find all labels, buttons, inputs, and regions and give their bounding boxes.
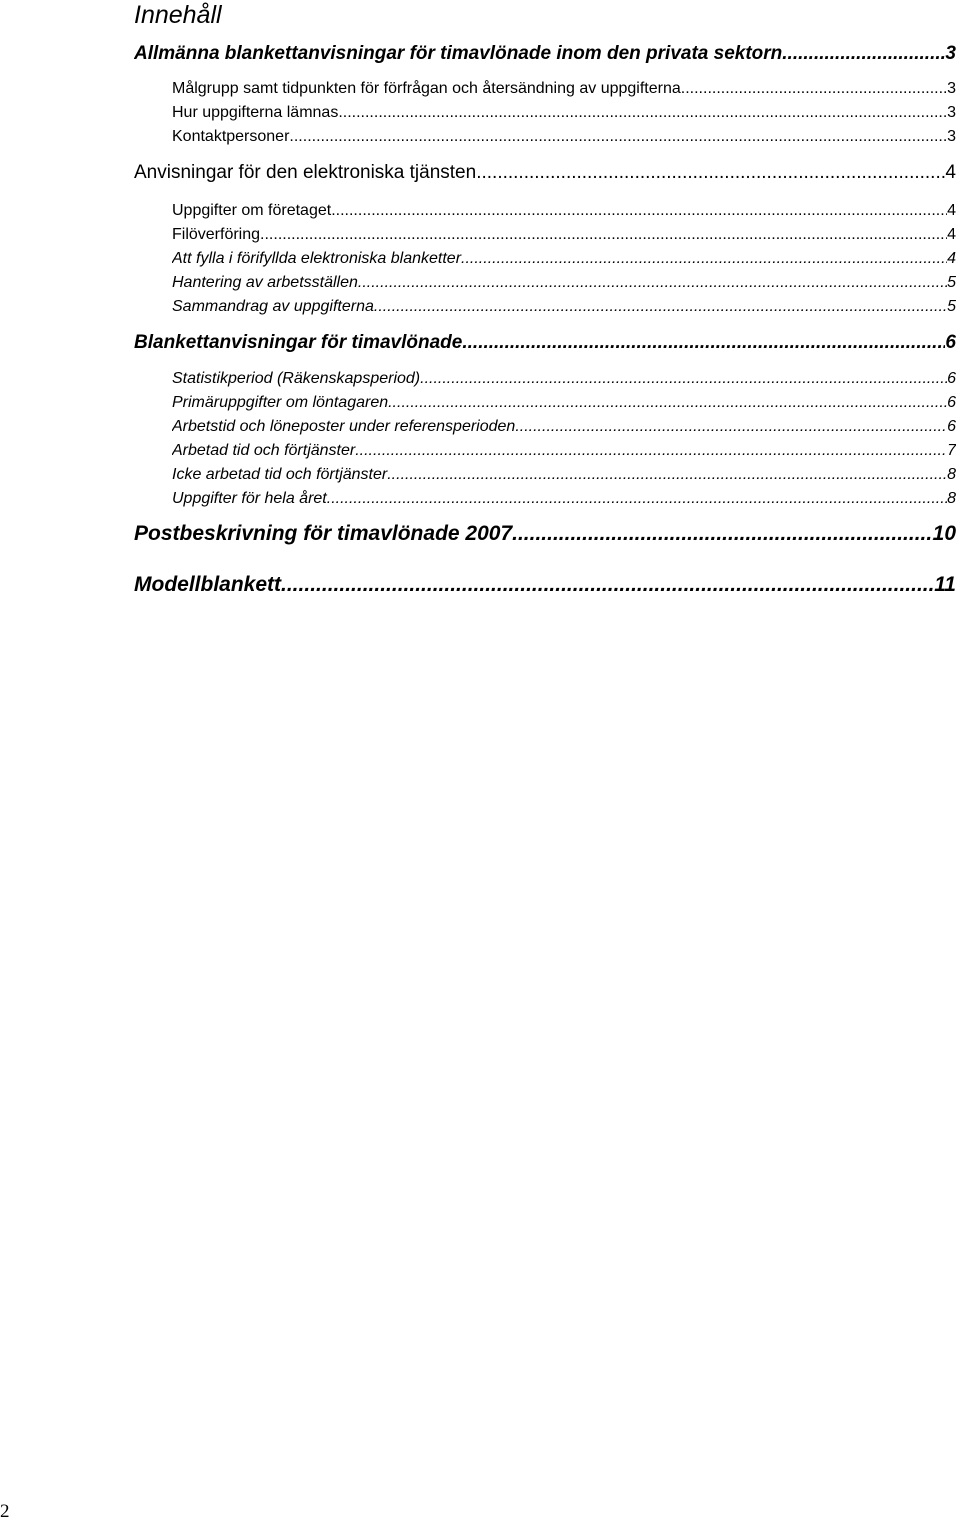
dot-leader <box>476 161 945 185</box>
toc-entry-anvisningar[interactable] <box>134 161 956 185</box>
toc-entry-icke-arbetad-tid[interactable] <box>172 465 956 485</box>
toc-entry-page: 4 <box>947 226 956 243</box>
toc-entry-label: Uppgifter om företaget <box>172 202 332 219</box>
toc-entry-label: Att fylla i förifyllda elektroniska blanketter <box>172 250 462 267</box>
toc-entry-page: 8 <box>947 490 956 507</box>
page-title: Innehåll <box>134 1 222 29</box>
toc-entry-label: Allmänna blankettanvisningar för timavlönade inom den privata sektorn <box>134 43 783 64</box>
dot-leader <box>387 465 947 485</box>
toc-entry-label: Blankettanvisningar för timavlönade <box>134 332 463 353</box>
toc-entry-hur-uppgifterna[interactable] <box>172 103 956 123</box>
toc-entry-page: 4 <box>947 250 956 267</box>
toc-entry-label: Icke arbetad tid och förtjänster <box>172 466 388 483</box>
toc-entry-hantering[interactable] <box>172 273 956 293</box>
toc-entry-allmanna[interactable] <box>134 42 956 66</box>
toc-entry-label: Sammandrag av uppgifterna <box>172 298 374 315</box>
dot-leader <box>260 225 947 245</box>
dot-leader <box>358 273 947 293</box>
toc-entry-sammandrag[interactable] <box>172 297 956 317</box>
toc-entry-arbetad-tid[interactable] <box>172 441 956 461</box>
page-number: 2 <box>0 1501 10 1522</box>
toc-entry-uppgifter-hela-aret[interactable] <box>172 489 956 509</box>
toc-entry-page: 6 <box>947 418 956 435</box>
dot-leader <box>338 103 947 123</box>
toc-entry-page: 3 <box>947 128 956 145</box>
toc-entry-page: 3 <box>947 80 956 97</box>
toc-entry-modellblankett[interactable] <box>134 572 956 598</box>
toc-entry-label: Hantering av arbetsställen <box>172 274 358 291</box>
toc-entry-uppgifter-om-foretaget[interactable] <box>172 201 956 221</box>
toc-entry-label: Arbetstid och löneposter under referensperioden <box>172 418 516 435</box>
toc-entry-label: Postbeskrivning för timavlönade 2007 <box>134 522 513 545</box>
toc-entry-page: 5 <box>947 298 956 315</box>
dot-leader <box>515 417 947 437</box>
toc-entry-kontaktpersoner[interactable] <box>172 127 956 147</box>
toc-entry-statistikperiod[interactable] <box>172 369 956 389</box>
dot-leader <box>374 297 947 317</box>
toc-entry-label: Statistikperiod (Räkenskapsperiod) <box>172 370 421 387</box>
toc-entry-label: Målgrupp samt tidpunkten för förfrågan och återsändning av uppgifterna <box>172 80 681 97</box>
toc-entry-label: Modellblankett <box>134 573 282 596</box>
dot-leader <box>461 249 947 269</box>
toc-entry-page: 3 <box>947 104 956 121</box>
toc-entry-label: Filöverföring <box>172 226 261 243</box>
dot-leader <box>327 489 947 509</box>
dot-leader <box>331 201 947 221</box>
toc-entry-att-fylla-i[interactable] <box>172 249 956 269</box>
toc-entry-label: Uppgifter för hela året <box>172 490 327 507</box>
toc-entry-label: Kontaktpersoner <box>172 128 290 145</box>
dot-leader <box>355 441 947 461</box>
toc-entry-page: 11 <box>934 573 956 596</box>
toc-entry-page: 6 <box>947 370 956 387</box>
toc-entry-label: Anvisningar för den elektroniska tjänsten <box>134 162 477 183</box>
toc-entry-label: Primäruppgifter om löntagaren <box>172 394 389 411</box>
toc-entry-blankettanvisningar[interactable] <box>134 331 956 355</box>
dot-leader <box>681 79 947 99</box>
toc-entry-page: 10 <box>932 522 956 545</box>
dot-leader <box>281 572 934 598</box>
toc-entry-page: 4 <box>945 162 956 183</box>
toc-entry-primaruppgifter[interactable] <box>172 393 956 413</box>
dot-leader <box>512 521 933 547</box>
toc-entry-filoverforing[interactable] <box>172 225 956 245</box>
toc-entry-page: 5 <box>947 274 956 291</box>
toc-entry-page: 8 <box>947 466 956 483</box>
toc-entry-page: 4 <box>947 202 956 219</box>
toc-entry-postbeskrivning[interactable] <box>134 521 956 547</box>
toc-entry-page: 3 <box>945 43 956 64</box>
toc-entry-page: 7 <box>947 442 956 459</box>
toc-entry-page: 6 <box>945 332 956 353</box>
dot-leader <box>782 42 945 66</box>
toc-entry-page: 6 <box>947 394 956 411</box>
toc-entry-label: Hur uppgifterna lämnas <box>172 104 339 121</box>
dot-leader <box>462 331 945 355</box>
dot-leader <box>420 369 947 389</box>
toc-entry-arbetstid[interactable] <box>172 417 956 437</box>
toc-entry-label: Arbetad tid och förtjänster <box>172 442 356 459</box>
toc-entry-malgrupp[interactable] <box>172 79 956 99</box>
dot-leader <box>388 393 947 413</box>
dot-leader <box>289 127 947 147</box>
